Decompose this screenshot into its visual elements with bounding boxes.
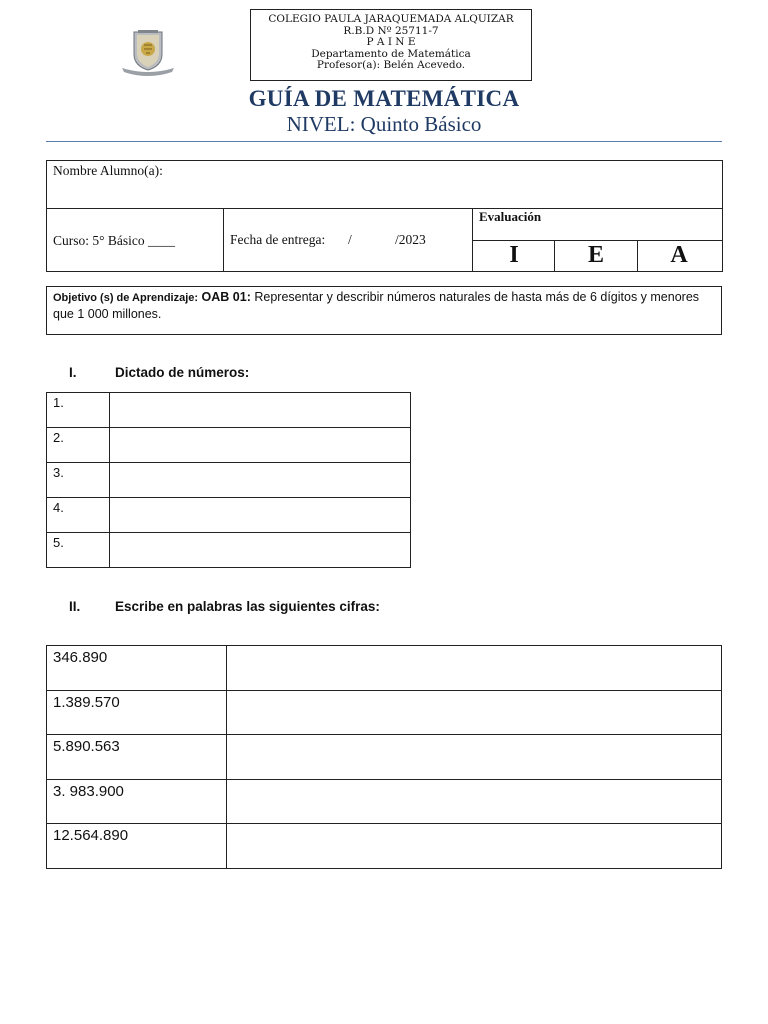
objective-label: Objetivo (s) de Aprendizaje: — [53, 292, 199, 304]
answer-cell[interactable] — [110, 533, 411, 568]
grade-e: E — [587, 242, 604, 268]
table-row — [47, 498, 411, 533]
numbers-in-words-table — [46, 645, 722, 869]
divider — [472, 240, 722, 241]
answer-cell[interactable] — [227, 735, 722, 780]
number-cell: 3. 983.900 — [47, 779, 227, 824]
school-city: P A I N E — [366, 36, 416, 48]
row-number: 2. — [47, 428, 110, 463]
answer-cell[interactable] — [227, 690, 722, 735]
table-row — [47, 824, 722, 869]
section-2-title: Escribe en palabras las siguientes cifras: — [115, 599, 380, 614]
divider — [223, 208, 224, 271]
dictation-table — [46, 392, 411, 568]
answer-cell[interactable] — [110, 393, 411, 428]
table-row — [47, 428, 411, 463]
school-rbd: R.B.D Nº 25711-7 — [343, 24, 439, 37]
page-title: GUÍA DE MATEMÁTICA — [248, 86, 520, 111]
row-number: 5. — [47, 533, 110, 568]
grade-a: A — [670, 242, 688, 268]
student-name-label: Nombre Alumno(a): — [53, 163, 163, 178]
school-teacher: Profesor(a): Belén Acevedo. — [316, 59, 466, 71]
answer-cell[interactable] — [227, 779, 722, 824]
answer-cell[interactable] — [227, 824, 722, 869]
table-row — [47, 463, 411, 498]
grade-i: I — [509, 242, 519, 268]
table-row — [47, 393, 411, 428]
page-subtitle: NIVEL: Quinto Básico — [286, 112, 482, 136]
title-divider — [46, 141, 722, 142]
number-cell: 346.890 — [47, 646, 227, 691]
learning-objective-box — [46, 286, 722, 335]
answer-cell[interactable] — [227, 646, 722, 691]
divider — [47, 208, 722, 209]
answer-cell[interactable] — [110, 498, 411, 533]
due-date-label: Fecha de entrega: — [230, 232, 326, 247]
number-cell: 12.564.890 — [47, 824, 227, 869]
table-row — [47, 779, 722, 824]
table-row — [47, 735, 722, 780]
answer-cell[interactable] — [110, 463, 411, 498]
course-label: Curso: 5° Básico ____ — [53, 233, 176, 248]
school-header-box — [250, 9, 532, 81]
section-1-title: Dictado de números: — [115, 365, 250, 380]
row-number: 4. — [47, 498, 110, 533]
answer-cell[interactable] — [110, 428, 411, 463]
school-name: COLEGIO PAULA JARAQUEMADA ALQUIZAR — [268, 13, 514, 25]
number-cell: 1.389.570 — [47, 690, 227, 735]
due-date-year: /2023 — [395, 232, 426, 247]
row-number: 3. — [47, 463, 110, 498]
table-row — [47, 646, 722, 691]
table-row — [47, 690, 722, 735]
objective-text: Representar y describir números naturales de hasta más de 6 dígitos y menores que 1 000 millones. — [53, 290, 700, 321]
school-department: Departamento de Matemática — [311, 47, 471, 60]
section-2-number: II. — [69, 599, 81, 614]
row-number: 1. — [47, 393, 110, 428]
section-1-number: I. — [69, 365, 77, 380]
school-crest-logo — [120, 28, 176, 78]
table-row — [47, 533, 411, 568]
student-info-table — [46, 160, 723, 272]
objective-code: OAB 01: — [201, 290, 251, 304]
number-cell: 5.890.563 — [47, 735, 227, 780]
evaluation-label: Evaluación — [479, 209, 542, 224]
due-date-slash: / — [348, 232, 352, 247]
